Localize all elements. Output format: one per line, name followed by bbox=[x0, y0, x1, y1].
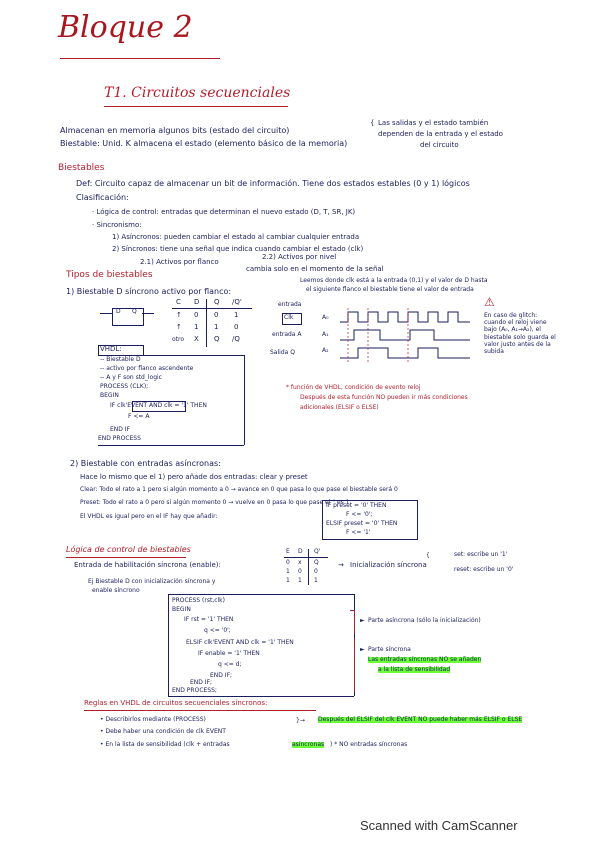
regla-3a: • En la lista de sensibilidad (clk + entradas bbox=[100, 741, 230, 748]
th-d: D bbox=[194, 298, 200, 306]
intro-line-1: Almacenan en memoria algunos bits (estado del circuito) bbox=[60, 126, 290, 135]
vhdl-line-1: -- activo por flanco ascendente bbox=[100, 365, 194, 372]
tr0-q: 0 bbox=[214, 311, 219, 319]
etr2-d: 1 bbox=[298, 577, 302, 584]
tipos-heading: Tipos de biestables bbox=[66, 270, 153, 280]
vhdl-line-2: -- A y F son std_logic bbox=[100, 374, 162, 381]
asinc-line-4: El VHDL es igual pero en el IF hay que añadir: bbox=[80, 513, 218, 520]
control-underline bbox=[66, 557, 186, 558]
note-top-2: el siguiente flanco el biestable tiene el valor de entrada bbox=[306, 286, 474, 293]
arrow-asinc: ► bbox=[360, 617, 365, 624]
parte-asincrona: Parte asíncrona (sólo la inicialización) bbox=[368, 617, 481, 624]
wave-label-q: Salida Q bbox=[270, 349, 295, 356]
tr1-d: 1 bbox=[194, 323, 199, 331]
reglas-note: Después del ELSIF del clk EVENT NO puede haber más ELSIF o ELSE bbox=[318, 716, 523, 723]
vhdl-line-5: IF clk'EVENT AND clk = '1' THEN bbox=[110, 402, 207, 409]
input-wave bbox=[340, 330, 470, 340]
asinc-bracket bbox=[354, 610, 355, 634]
wave-label-clk: Clk bbox=[284, 314, 294, 321]
tr1-c: ↑ bbox=[176, 323, 182, 331]
ej-line-1: Ej Biestable D con inicialización síncrona y bbox=[88, 578, 216, 585]
truth-table bbox=[172, 299, 254, 349]
brace-init: { bbox=[426, 552, 430, 559]
flipflop-output-line bbox=[142, 313, 154, 314]
asinc-line-3: Preset: Todo el rato a 0 pero si algún momento 0 → vuelve en 0 pasa lo que pase el " es 1 bbox=[80, 499, 350, 506]
etr0-q: Q bbox=[314, 559, 319, 566]
etr1-q: 0 bbox=[314, 568, 318, 575]
parte-sincrona: Parte síncrona bbox=[368, 646, 411, 653]
vhdl-line-6: F <= A bbox=[128, 413, 150, 420]
enable-table bbox=[284, 549, 330, 587]
ctrl-code-7: END IF; bbox=[210, 672, 233, 679]
intro-right-1: Las salidas y el estado también bbox=[378, 119, 489, 127]
wave-label-a: entrada A bbox=[272, 331, 302, 338]
sincronos: 2) Síncronos: tiene una señal que indica cuando cambiar el estado (clk) bbox=[112, 245, 364, 253]
tr0-c: ↑ bbox=[176, 311, 182, 319]
etr1-e: 1 bbox=[286, 568, 290, 575]
vhdl-line-3: PROCESS (CLK); bbox=[100, 383, 149, 390]
vhdl-line-4: BEGIN bbox=[100, 392, 119, 399]
output-wave bbox=[340, 348, 470, 358]
asinc-code-1: F <= '0'; bbox=[346, 511, 373, 518]
reglas-underline bbox=[84, 710, 316, 711]
arrow-sinc: ► bbox=[360, 646, 365, 653]
section-title: T1. Circuitos secuenciales bbox=[104, 85, 291, 101]
th-c: C bbox=[176, 298, 181, 306]
sinc-bracket bbox=[354, 638, 355, 692]
code-top-line bbox=[168, 594, 354, 595]
asinc-heading: 2) Biestable con entradas asíncronas: bbox=[70, 459, 221, 468]
eth-line bbox=[284, 557, 328, 558]
regla-3b: asíncronas bbox=[292, 741, 325, 748]
vhdl-note-3: adicionales (ELSIF o ELSE) bbox=[300, 404, 379, 411]
wave-sub-a0: A₀ bbox=[322, 314, 329, 321]
tr2-nq: /Q bbox=[232, 335, 240, 343]
ctrl-code-0: PROCESS (rst,clk) bbox=[172, 597, 225, 604]
vhdl-line-8: END PROCESS bbox=[98, 435, 141, 442]
timing-diagram bbox=[340, 308, 480, 368]
parte-sinc-note-2: a la lista de sensibilidad bbox=[378, 666, 451, 673]
vhdl-note-1: * función de VHDL, condición de evento reloj bbox=[286, 384, 421, 391]
vhdl-note-2: Después de esta función NO pueden ir más condiciones bbox=[300, 394, 468, 401]
biestables-def: Def: Circuito capaz de almacenar un bit de información. Tiene dos estados estables (0 y 1) lógicos bbox=[76, 179, 470, 188]
code-left-line bbox=[168, 594, 169, 696]
asinc-code-2: ELSIF preset = '0' THEN bbox=[326, 520, 398, 527]
logica-control: · Lógica de control: entradas que determinan el nuevo estado (D, T, SR, JK) bbox=[92, 208, 356, 216]
vhdl-line-0: -- Biestable D bbox=[100, 356, 141, 363]
biestable-d-title: 1) Biestable D síncrono activo por flanco: bbox=[66, 287, 232, 296]
intro-right-2: dependen de la entrada y el estado bbox=[378, 130, 503, 138]
tr2-q: Q bbox=[214, 335, 220, 343]
activos-nivel: 2.2) Activos por nivel bbox=[262, 253, 337, 261]
etr0-d: x bbox=[298, 559, 302, 566]
reset-note: reset: escribe un '0' bbox=[454, 566, 514, 573]
tr1-nq: 0 bbox=[234, 323, 239, 331]
ctrl-code-8: END IF; bbox=[190, 679, 213, 686]
vhdl-title: VHDL: bbox=[100, 345, 122, 353]
wave-sub-a1: A₁ bbox=[322, 331, 329, 338]
eth-q: Q' bbox=[314, 548, 321, 555]
eth-e: E bbox=[286, 548, 290, 555]
tr0-d: 0 bbox=[194, 311, 199, 319]
regla-3c: ) * NO entradas síncronas bbox=[330, 741, 408, 748]
title-underline bbox=[60, 58, 220, 59]
asinc-code-0: IF preset = '0' THEN bbox=[326, 502, 387, 509]
reglas-heading: Reglas en VHDL de circuitos secuenciales síncronos: bbox=[84, 699, 268, 707]
biestables-heading: Biestables bbox=[58, 163, 105, 173]
asinc-code-3: F <= '1' bbox=[346, 529, 371, 536]
th-line bbox=[172, 308, 252, 309]
flipflop-d-label: D bbox=[116, 308, 121, 315]
flipflop-input-line bbox=[100, 313, 112, 314]
tr1-q: 1 bbox=[214, 323, 219, 331]
etv-line bbox=[308, 549, 309, 585]
etr2-e: 1 bbox=[286, 577, 290, 584]
clk-wave bbox=[340, 312, 470, 322]
tr0-nq: 1 bbox=[234, 311, 239, 319]
tr2-c: otro bbox=[172, 336, 185, 343]
ctrl-code-9: END PROCESS; bbox=[172, 687, 217, 694]
vhdl-right-line bbox=[244, 355, 245, 445]
enable-line: Entrada de habilitación síncrona (enable): bbox=[74, 561, 221, 569]
clasificacion: Clasificación: bbox=[76, 193, 129, 202]
cambia-momento: cambia solo en el momento de la señal bbox=[246, 265, 384, 273]
ctrl-code-5: IF enable = '1' THEN bbox=[198, 650, 260, 657]
vhdl-top-line bbox=[98, 355, 244, 356]
asincronos: 1) Asíncronos: pueden cambiar el estado al cambiar cualquier entrada bbox=[112, 233, 360, 241]
note-top-1: Leemos donde clk está a la entrada (0,1) y el valor de D hasta bbox=[300, 277, 488, 284]
asinc-line-1: Hace lo mismo que el 1) pero añade dos entradas: clear y preset bbox=[80, 473, 308, 481]
ej-line-2: enable síncrono bbox=[92, 587, 140, 594]
th-nq: /Q' bbox=[232, 298, 242, 306]
vhdl-bottom-line bbox=[98, 445, 244, 446]
scanner-watermark: Scanned with CamScanner bbox=[360, 818, 518, 833]
glitch-note: En caso de glitch: cuando el reloj viene bajo (A₀, A₁→A₂), el biestable solo guarda el valor justo antes de la subida bbox=[484, 312, 556, 355]
ctrl-code-3: q <= '0'; bbox=[204, 627, 231, 634]
wave-label-entrada: entrada bbox=[278, 301, 302, 308]
tv-line bbox=[206, 299, 207, 347]
vhdl-line-7: END IF bbox=[110, 426, 131, 433]
control-heading: Lógica de control de biestables bbox=[66, 545, 191, 554]
etr1-d: 0 bbox=[298, 568, 302, 575]
code-bottom-line bbox=[168, 696, 354, 697]
set-note: set: escribe un '1' bbox=[454, 551, 508, 558]
tr2-d: X bbox=[194, 335, 199, 343]
warning-icon: ⚠ bbox=[484, 295, 495, 309]
ctrl-code-4: ELSIF clk'EVENT AND clk = '1' THEN bbox=[186, 639, 294, 646]
etr2-q: 1 bbox=[314, 577, 318, 584]
asinc-line-2: Clear: Todo el rato a 1 pero si algún momento a 0 → avance en 0 que pasa lo que pase el biestable será 0 bbox=[80, 486, 398, 493]
intro-right-3: del circuito bbox=[420, 141, 459, 149]
init-sincrona: Inicialización síncrona bbox=[350, 561, 427, 569]
parte-sinc-note-1: Las entradas síncronas NO se añaden bbox=[368, 656, 482, 663]
etr0-e: 0 bbox=[286, 559, 290, 566]
activos-flanco: 2.1) Activos por flanco bbox=[140, 258, 219, 266]
wave-sub-a2: A₂ bbox=[322, 347, 329, 354]
section-underline bbox=[104, 106, 288, 107]
flipflop-q-label: Q bbox=[132, 308, 137, 315]
intro-brace: { bbox=[370, 119, 375, 127]
event-highlight-box bbox=[132, 401, 186, 412]
sincronismo: · Sincronismo: bbox=[92, 221, 142, 229]
arrow-init: → bbox=[338, 561, 344, 569]
ctrl-code-2: IF rst = '1' THEN bbox=[184, 616, 234, 623]
page-title: Bloque 2 bbox=[58, 10, 193, 45]
reglas-bracket-arrow: }→ bbox=[296, 717, 305, 724]
ctrl-code-6: q <= d; bbox=[218, 661, 242, 668]
th-q: Q bbox=[214, 298, 220, 306]
intro-line-2: Biestable: Unid. K almacena el estado (elemento básico de la memoria) bbox=[60, 139, 348, 148]
regla-2: • Debe haber una condición de clk EVENT bbox=[100, 728, 226, 735]
eth-d: D bbox=[298, 548, 303, 555]
ctrl-code-1: BEGIN bbox=[172, 606, 191, 613]
regla-1: • Describirlos mediante (PROCESS) bbox=[100, 716, 206, 723]
